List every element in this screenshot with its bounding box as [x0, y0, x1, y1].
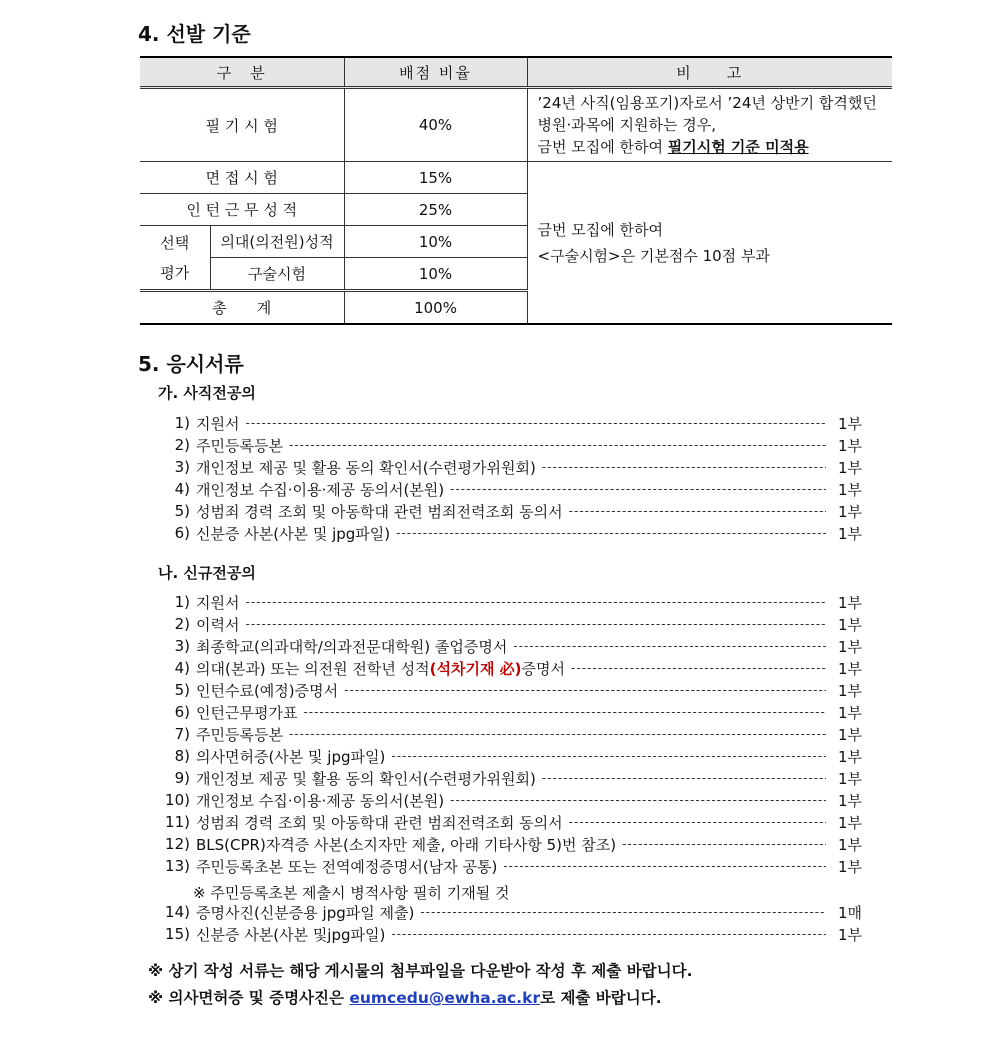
list-item	[160, 679, 862, 701]
leader-dots	[344, 683, 826, 697]
item-num: 3)	[174, 458, 190, 476]
leader-dots	[289, 438, 826, 452]
item-num: 6)	[174, 524, 190, 542]
resigned-doc-list	[160, 412, 862, 544]
oral-exam-label: 구술시험	[210, 258, 344, 291]
leader-dots	[396, 526, 826, 540]
footer-note-1: ※ 상기 작성 서류는 해당 게시물의 첨부파일을 다운받아 작성 후 제출 바랍니다.	[148, 962, 693, 980]
item-num: 2)	[174, 436, 190, 454]
item-text: 이력서	[196, 615, 240, 634]
section-5-title: 5. 응시서류	[138, 352, 244, 376]
item-text: 성범죄 경력 조회 및 아동학대 관련 범죄전력조회 동의서	[196, 813, 563, 832]
header-ratio: 배점 비율	[344, 57, 527, 88]
item-count: 1부	[837, 791, 862, 810]
item-count: 1부	[837, 524, 862, 543]
list-item	[160, 456, 862, 478]
item-count: 1부	[837, 593, 862, 612]
item-num: 8)	[174, 747, 190, 765]
elective-group-line2: 평가	[160, 263, 190, 282]
item-num: 1)	[174, 414, 190, 432]
leader-dots	[571, 661, 826, 675]
item-text: 개인정보 제공 및 활용 동의 확인서(수련평가위원회)	[196, 458, 536, 477]
leader-dots	[391, 749, 826, 763]
item-count: 1부	[837, 813, 862, 832]
item-num: 9)	[174, 769, 190, 787]
item-text: 지원서	[196, 414, 240, 433]
leader-dots	[542, 771, 826, 785]
item-count: 1부	[837, 436, 862, 455]
resigned-subtitle: 가. 사직전공의	[158, 384, 256, 402]
item-num: 5)	[174, 681, 190, 699]
new-subtitle: 나. 신규전공의	[158, 564, 256, 582]
note1-line3	[538, 136, 893, 158]
item-text: BLS(CPR)자격증 사본(소지자만 제출, 아래 기타사항 5)번 참조)	[196, 835, 617, 854]
item-count: 1매	[837, 903, 862, 922]
item-num: 1)	[174, 593, 190, 611]
list-item	[160, 701, 862, 723]
item-count: 1부	[837, 857, 862, 876]
item-text: 지원서	[196, 593, 240, 612]
item-count: 1부	[837, 659, 862, 678]
list-item	[160, 789, 862, 811]
leader-dots	[245, 595, 826, 609]
item-count: 1부	[837, 615, 862, 634]
item-num: 4)	[174, 480, 190, 498]
list-item	[160, 723, 862, 745]
item-count: 1부	[837, 637, 862, 656]
list-item	[160, 833, 862, 855]
leader-dots	[569, 504, 826, 518]
item-num: 5)	[174, 502, 190, 520]
item-text: 신분증 사본(사본 및 jpg파일)	[196, 524, 391, 543]
list-item	[160, 855, 862, 877]
elective-group-label	[140, 226, 210, 291]
list-item	[160, 923, 862, 945]
list-item	[160, 412, 862, 434]
leader-dots	[569, 815, 826, 829]
item-count: 1부	[837, 681, 862, 700]
note1-line3-a: 금번 모집에 한하여	[537, 138, 668, 156]
item-text: 개인정보 제공 및 활용 동의 확인서(수련평가위원회)	[196, 769, 536, 788]
total-label: 총 계	[140, 291, 344, 325]
list-item	[160, 613, 862, 635]
item-count: 1부	[837, 725, 862, 744]
list-item	[160, 522, 862, 544]
item-count: 1부	[837, 480, 862, 499]
item-text: 인턴수료(예정)증명서	[196, 681, 339, 700]
total-ratio: 100%	[344, 291, 527, 325]
list-item	[160, 591, 862, 613]
leader-dots	[289, 727, 826, 741]
note1-line1: ’24년 사직(임용포기)자로서 ’24년 상반기 합격했던	[537, 94, 877, 112]
item-text: 주민등록등본	[196, 436, 283, 455]
item-count: 1부	[837, 703, 862, 722]
list-item	[160, 635, 862, 657]
leader-dots	[245, 617, 826, 631]
rank-required-highlight: (석차기재 必)	[429, 659, 522, 678]
interview-label: 면 접 시 험	[140, 162, 344, 194]
note1-line3-b: 필기시험 기준 미적용	[667, 138, 809, 156]
intern-ratio: 25%	[344, 194, 527, 226]
item-count: 1부	[837, 769, 862, 788]
written-exam-ratio: 40%	[344, 88, 527, 162]
item-text: 의사면허증(사본 및 jpg파일)	[196, 747, 386, 766]
item-num: 4)	[174, 659, 190, 677]
header-category: 구 분	[140, 57, 344, 88]
item-num: 6)	[174, 703, 190, 721]
elective-group-line1: 선택	[160, 233, 190, 252]
header-note: 비 고	[527, 57, 892, 88]
item-text	[196, 658, 565, 679]
note2-line2: <구술시험>은 기본점수 10점 부과	[537, 246, 770, 265]
written-exam-note	[527, 88, 892, 162]
list-item	[160, 811, 862, 833]
selection-criteria-table	[140, 56, 892, 325]
item-num: 12)	[165, 835, 190, 853]
item-count: 1부	[837, 925, 862, 944]
item-count: 1부	[837, 747, 862, 766]
leader-dots	[542, 460, 826, 474]
item-count: 1부	[837, 458, 862, 477]
list-item	[160, 500, 862, 522]
med-grade-label: 의대(의전원)성적	[210, 226, 344, 258]
resident-record-note: ※ 주민등록초본 제출시 병적사항 필히 기재될 것	[193, 884, 510, 902]
item-text: 주민등록등본	[196, 725, 283, 744]
leader-dots	[303, 705, 826, 719]
section-4-title: 4. 선발 기준	[138, 22, 251, 46]
item-text: 성범죄 경력 조회 및 아동학대 관련 범죄전력조회 동의서	[196, 502, 563, 521]
note2-line1: 금번 모집에 한하여	[537, 220, 663, 239]
item-num: 14)	[165, 903, 190, 921]
item-num: 11)	[165, 813, 190, 831]
item-text: 개인정보 수집·이용·제공 동의서(본원)	[196, 480, 445, 499]
list-item	[160, 767, 862, 789]
item-text: 신분증 사본(사본 및jpg파일)	[196, 925, 386, 944]
list-item	[160, 901, 862, 923]
footer-note-2	[148, 986, 662, 1008]
item-num: 3)	[174, 637, 190, 655]
item-count: 1부	[837, 502, 862, 521]
item-text: 증명사진(신분증용 jpg파일 제출)	[196, 903, 415, 922]
item-text: 최종학교(의과대학/의과전문대학원) 졸업증명서	[196, 637, 508, 656]
item-count: 1부	[837, 835, 862, 854]
item-text-c: 증명서	[521, 659, 566, 678]
list-item	[160, 745, 862, 767]
leader-dots	[420, 905, 826, 919]
item-text-a: 의대(본과) 또는 의전원 전학년 성적	[196, 659, 430, 678]
item-num: 13)	[165, 857, 190, 875]
oral-exam-note	[527, 162, 892, 325]
list-item	[160, 434, 862, 456]
note1-line2: 병원·과목에 지원하는 경우,	[537, 116, 716, 134]
item-text: 주민등록초본 또는 전역예정증명서(남자 공통)	[196, 857, 498, 876]
footer-note-2-a: ※ 의사면허증 및 증명사진은	[148, 989, 350, 1007]
item-num: 2)	[174, 615, 190, 633]
leader-dots	[622, 837, 826, 851]
oral-exam-ratio: 10%	[344, 258, 527, 291]
intern-label: 인 턴 근 무 성 적	[140, 194, 344, 226]
leader-dots	[245, 416, 826, 430]
leader-dots	[391, 927, 826, 941]
leader-dots	[450, 482, 826, 496]
leader-dots	[450, 793, 826, 807]
item-num: 7)	[174, 725, 190, 743]
item-num: 15)	[165, 925, 190, 943]
item-count: 1부	[837, 414, 862, 433]
interview-ratio: 15%	[344, 162, 527, 194]
med-grade-ratio: 10%	[344, 226, 527, 258]
leader-dots	[503, 859, 826, 873]
item-text: 개인정보 수집·이용·제공 동의서(본원)	[196, 791, 445, 810]
item-num: 10)	[165, 791, 190, 809]
leader-dots	[513, 639, 826, 653]
list-item	[160, 478, 862, 500]
written-exam-label: 필 기 시 험	[140, 88, 344, 162]
email-link[interactable]: eumcedu@ewha.ac.kr	[349, 989, 541, 1007]
footer-note-2-b: 로 제출 바랍니다.	[540, 989, 662, 1007]
list-item	[160, 657, 862, 679]
item-text: 인턴근무평가표	[196, 703, 298, 722]
